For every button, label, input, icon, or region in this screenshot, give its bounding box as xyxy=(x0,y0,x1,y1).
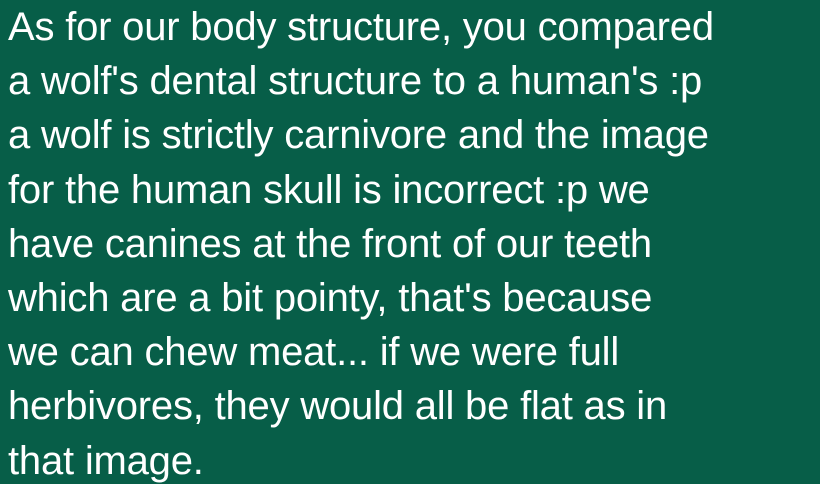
message-line-5: have canines at the front of our teeth xyxy=(8,221,652,266)
message-line-7: we can chew meat... if we were full xyxy=(8,330,620,375)
message-text xyxy=(8,0,820,484)
message-line-3: a wolf is strictly carnivore and the image xyxy=(8,113,709,158)
message-line-1: As for our body structure, you compared xyxy=(8,5,714,49)
message-line-4: for the human skull is incorrect :p we xyxy=(8,167,650,212)
message-line-9: that image. xyxy=(8,438,204,483)
message-line-6: which are a bit pointy, that's because xyxy=(8,276,653,321)
message-line-2: a wolf's dental structure to a human's :p xyxy=(8,59,703,104)
message-line-8: herbivores, they would all be flat as in xyxy=(8,384,668,429)
